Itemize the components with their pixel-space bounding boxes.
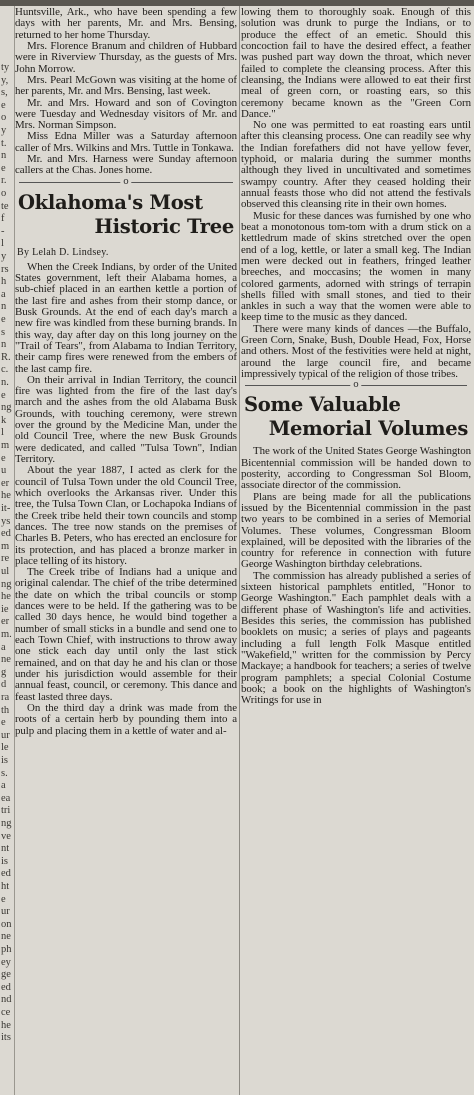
edge-fragment: n	[1, 150, 7, 162]
edge-fragment: m	[1, 440, 10, 451]
edge-fragment: ne	[1, 931, 11, 943]
article-paragraph: The commission has already published a series of sixteen historical pamphlets entitled, "Honor to George Washington." Each pamphlet deals with a different phase of Washington's life and activities. Besides this series, the commission has published booklets on music; a series of plays and pageants including a full length Folk Masque entitled "Wakefield," written for the commission by Percy Mackaye; a handbook for teachers; a series of twelve program pamphlets; a special Colonial Costume book; a book on the highlights of Washington's Writings for use in	[241, 569, 471, 707]
edge-fragment: on	[1, 918, 12, 930]
news-item: Huntsville, Ark., who have been spending a few days with her parents, Mr. and Mrs. Bensing, returned to her home Thursday.	[15, 7, 237, 41]
edge-fragment: ng	[1, 402, 12, 414]
edge-fragment: e	[1, 99, 6, 111]
edge-fragment: ed	[1, 868, 11, 880]
edge-fragment: le	[1, 742, 9, 754]
edge-fragment: d	[1, 679, 7, 691]
edge-fragment: R.	[1, 351, 11, 363]
edge-fragment: ea	[1, 792, 11, 804]
edge-fragment: m	[1, 540, 10, 552]
cropped-left-column	[0, 6, 13, 1095]
article-paragraph: When the Creek Indians, by order of the United States government, left their Alabama homes, a sub-chief placed in an earthen kettle a portion of the last fire and ashes from their stomp dance, or Busk Grounds. At the end of each day's march a new fire was kindled from these burning brands. In this way, day after day on this long journey on the "Trail of Tears", from Alabama to Indian Territory, their camp fires were renewed from the embers of the last camp fire.	[15, 260, 237, 375]
edge-fragment: rs	[1, 263, 9, 275]
news-item: Miss Edna Miller was a Saturday afternoon caller of Mrs. Wilkins and Mrs. Tuttle in Tonkawa.	[15, 130, 237, 154]
edge-fragment: y	[1, 125, 7, 136]
edge-fragment: u	[1, 465, 7, 477]
edge-fragment: ur	[1, 906, 10, 918]
edge-fragment: g	[1, 666, 7, 678]
divider-ornament: o	[350, 380, 361, 390]
edge-fragment: ge	[1, 969, 11, 981]
edge-fragment: er	[1, 616, 10, 628]
article-paragraph: On the third day a drink was made from the roots of a certain herb by pounding them into a pulp and placing them in a kettle of water and al-	[15, 701, 237, 737]
edge-fragment: l	[1, 238, 4, 250]
edge-fragment: he	[1, 591, 11, 603]
article-paragraph: lowing them to thoroughly soak. Enough of this solution was drunk to purge the Indians, or to produce the effect of an emetic. Should this concoction fail to have the desired effect, a feather was pushed part way down the throat, which never failed to complete the cleansing process. After this cleansing, the Indians were allowed to eat their first meal of green corn, or roasting ears, so this ceremony became known as the "Green Corn Dance."	[241, 7, 471, 120]
article-paragraph: The work of the United States George Washington Bicentennial commission will be handed down to posterity, according to Congressman Sol Bloom, associate director of the commission.	[241, 445, 471, 492]
article-paragraph: No one was permitted to eat roasting ears until after this cleansing process. One can readily see why the Indian forefathers did not have yellow fever, typhoid, or malaria during the summer months although they lived in uncultivated and sometimes swampy country. After they ceased holding their annual feasts those who did not attend the festivals observed this cleansing rite in their own homes.	[241, 119, 471, 211]
edge-fragment: n	[1, 301, 7, 313]
edge-fragment: nt	[1, 843, 10, 855]
edge-fragment: ph	[1, 944, 12, 955]
article-historic-tree	[15, 262, 237, 737]
edge-fragment: l	[1, 427, 4, 439]
headline-line: Some Valuable	[244, 393, 401, 417]
edge-fragment: o	[1, 188, 7, 199]
edge-fragment: he	[1, 1019, 11, 1031]
edge-fragment: tri	[1, 805, 11, 817]
edge-fragment: y,	[1, 74, 9, 86]
article-paragraph: There were many kinds of dances —the Buffalo, Green Corn, Snake, Bush, Double Head, Fox, Horse and others. Most of the festivities were held at night, around the large council fire, and became impressively typical of the religion of those tribes.	[241, 322, 471, 380]
edge-fragment: ie	[1, 603, 9, 615]
headline-line: Historic Tree	[94, 214, 234, 238]
edge-fragment: c.	[1, 364, 9, 376]
edge-fragment: f	[1, 213, 5, 225]
article-paragraph: The Creek tribe of Indians had a unique and original calendar. The chief of the tribe determined the date on which the tribal councils or stomp dances were to be held. If the gathering was to be called 30 days hence, he would bind together a number of small sticks in a bundle and send one to each Town Chief, with instructions to throw away one stick each day until only the last stick remained, and on that day he and his clan or those under his jurisdiction would assemble for their annual feast, council, or ceremony. This dance and feast lasted three days.	[15, 566, 237, 703]
edge-fragment: n	[1, 339, 7, 351]
edge-fragment: e	[1, 389, 6, 401]
center-column-rule	[239, 6, 240, 1095]
edge-fragment: is	[1, 755, 9, 766]
edge-fragment: y	[1, 251, 7, 262]
edge-fragment: o	[1, 112, 7, 124]
edge-fragment: m.	[1, 629, 12, 640]
edge-fragment: r.	[1, 175, 7, 187]
local-news-items	[15, 7, 237, 177]
edge-fragment: ce	[1, 1007, 11, 1018]
edge-fragment: ey	[1, 956, 11, 968]
left-column	[15, 7, 237, 1093]
edge-fragment: he	[1, 490, 11, 502]
article-memorial-volumes	[241, 446, 471, 706]
edge-fragment: ul	[1, 566, 10, 577]
edge-fragment: ve	[1, 830, 11, 842]
edge-fragment: it-	[1, 503, 11, 514]
edge-fragment: s,	[1, 87, 8, 99]
edge-fragment: ed	[1, 981, 11, 993]
edge-fragment: ur	[1, 729, 10, 741]
edge-fragment: its	[1, 1032, 11, 1044]
edge-fragment: -	[1, 225, 5, 237]
edge-fragment: a	[1, 780, 6, 792]
article-paragraph: Plans are being made for all the publications issued by the Bicentennial commission in the past two years to be combined in a series of Memorial Volumes. These volumes, Congressman Bloom explained, will be deposited with the libraries of the country for reference in connection with future George Washington birthday celebrations.	[241, 490, 471, 571]
article-continuation	[241, 7, 471, 380]
headline-line: Memorial Volumes	[268, 417, 468, 441]
edge-fragment: e	[1, 314, 6, 325]
news-item: Mr. and Mrs. Harness were Sunday afternoon callers at the Chas. Jones home.	[15, 153, 237, 177]
edge-fragment: nd	[1, 994, 12, 1006]
news-item: Mr. and Mrs. Howard and son of Covington were Tuesday and Wednesday visitors of Mr. and Mrs. Norman Simpson.	[15, 96, 237, 132]
edge-fragment: ra	[1, 692, 10, 703]
headline-memorial-volumes	[241, 390, 471, 446]
edge-fragment: s.	[1, 767, 8, 779]
headline-line: Oklahoma's Most	[18, 190, 203, 214]
edge-fragment: k	[1, 414, 7, 426]
edge-fragment: e	[1, 162, 6, 174]
section-divider	[241, 380, 471, 390]
edge-fragment: ng	[1, 578, 12, 590]
edge-fragment: re	[1, 553, 10, 565]
article-paragraph: About the year 1887, I acted as clerk for the council of Tulsa Town under the old Council Tree, which overlooks the Arkansas river. Under this tree, the Tulsa Town Clan, or Lochapoka Indians of the Creek tribe held their town councils and stomp dances. The tree now stands on the premises of Charles B. Peters, who has erected an enclosure for its protection, and has placed a bronze marker in place telling of its history.	[15, 464, 237, 567]
edge-fragment: te	[1, 200, 9, 212]
edge-fragment: ht	[1, 881, 10, 892]
edge-fragment: a	[1, 288, 6, 300]
edge-fragment: n.	[1, 377, 9, 388]
top-border	[0, 0, 474, 6]
edge-fragment: a	[1, 641, 6, 653]
headline-historic-tree	[15, 187, 237, 245]
article-paragraph: Music for these dances was furnished by one who beat a monotonous tom-tom with a drum stick on a kettledrum made of skins stretched over the open end of a log, kettle, or later a small keg. The Indian men were decked out in feathers, fringed leather breeches, and moccasins; the women in many colored garments, adorned with strings of terrapin shells filled with small stones, and tied to their ankles in such a way that the women were able to keep time to the music as they danced.	[241, 209, 471, 324]
byline: By Lelah D. Lindsey.	[17, 246, 109, 258]
edge-fragment: h	[1, 276, 7, 288]
right-column	[241, 7, 471, 1093]
edge-fragment: t.	[1, 137, 7, 149]
edge-fragment: ty	[1, 62, 10, 73]
edge-fragment: ed	[1, 528, 11, 540]
edge-fragment: th	[1, 704, 10, 716]
edge-fragment: s	[1, 326, 6, 338]
edge-fragment: e	[1, 717, 6, 729]
edge-fragment: is	[1, 855, 9, 867]
news-item: Mrs. Pearl McGown was visiting at the home of her parents, Mr. and Mrs. Bensing, last week.	[15, 73, 237, 98]
divider-ornament: o	[120, 177, 131, 187]
news-item: Mrs. Florence Branum and children of Hubbard were in Riverview Thursday, as the guests of Mrs. John Morrow.	[15, 39, 237, 75]
edge-fragment: ne	[1, 654, 11, 666]
article-paragraph: On their arrival in Indian Territory, the council fire was lighted from the fire of the last day's march and the ashes from the old Alabama Busk Grounds, with touching ceremony, were strewn over the ground by the Medicine Man, under the old Council Tree, where the new Busk Grounds were dedicated, and called "Tulsa Town", Indian Territory.	[15, 373, 237, 465]
edge-fragment: er	[1, 477, 10, 489]
edge-fragment: e	[1, 452, 6, 464]
edge-fragment: ys	[1, 515, 11, 527]
section-divider	[15, 177, 237, 187]
edge-fragment: e	[1, 893, 6, 905]
edge-fragment: ng	[1, 818, 12, 829]
